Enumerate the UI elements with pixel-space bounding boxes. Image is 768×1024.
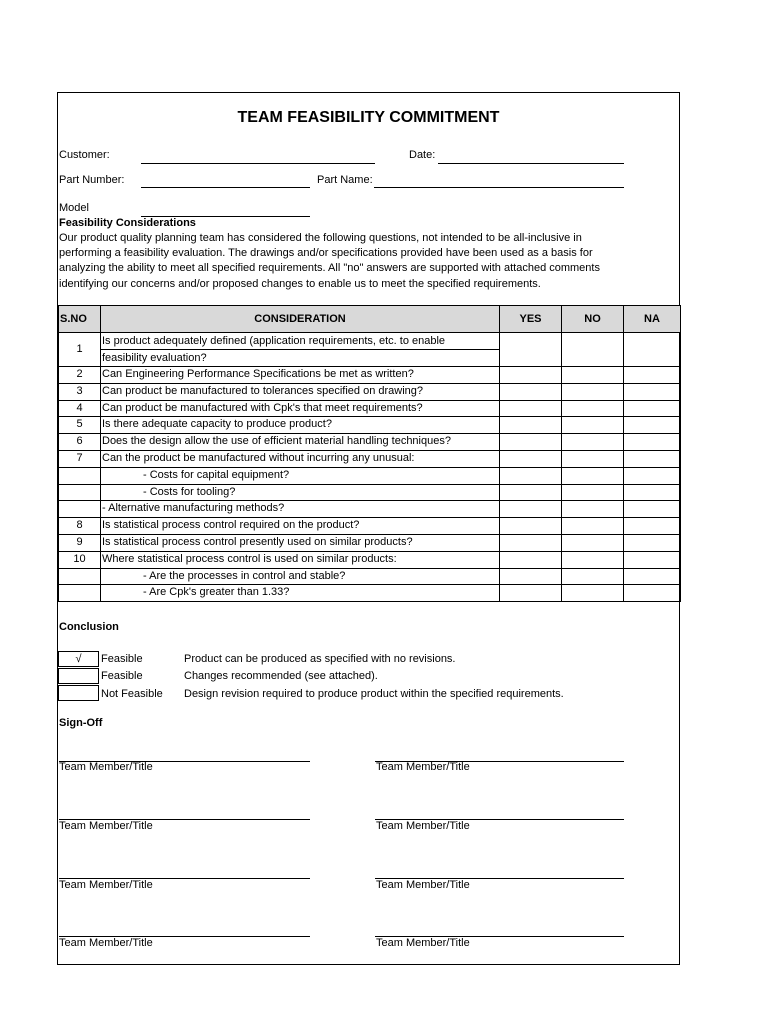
- customer-label: Customer:: [59, 149, 110, 161]
- row-number: 6: [59, 434, 101, 451]
- row-number: 1: [59, 333, 101, 367]
- no-cell[interactable]: [562, 434, 624, 451]
- yes-cell[interactable]: [500, 450, 562, 467]
- team-member-label: Team Member/Title: [59, 820, 153, 832]
- na-cell[interactable]: [624, 551, 681, 568]
- team-member-label: Team Member/Title: [376, 820, 470, 832]
- row-number: [59, 467, 101, 484]
- table-row: [59, 467, 681, 484]
- na-cell[interactable]: [624, 568, 681, 585]
- row-consideration: Can the product be manufactured without incurring any unusual:: [101, 450, 500, 467]
- intro-paragraph: Our product quality planning team has considered the following questions, not intended to be all-inclusive in performing a feasibility evaluation. The drawings and/or specifications provided have been used as a basis for analyzing the ability to meet all specified requirements. All "no" answers are supported with attached comments identifying our concerns and/or proposed changes to enable us to meet the specified requirements.: [59, 232, 600, 290]
- row-consideration: - Are Cpk's greater than 1.33?: [101, 585, 500, 602]
- option-label: Feasible: [101, 653, 143, 665]
- row-consideration: Can product be manufactured with Cpk's that meet requirements?: [101, 400, 500, 417]
- no-cell[interactable]: [562, 518, 624, 535]
- part-number-label: Part Number:: [59, 174, 125, 186]
- yes-cell[interactable]: [500, 417, 562, 434]
- no-cell[interactable]: [562, 450, 624, 467]
- row-number: 9: [59, 534, 101, 551]
- date-label: Date:: [409, 149, 436, 161]
- yes-cell[interactable]: [500, 484, 562, 501]
- yes-cell[interactable]: [500, 534, 562, 551]
- table-row: [59, 534, 681, 551]
- table-header-row: [59, 306, 681, 333]
- header-na: NA: [624, 306, 681, 333]
- yes-cell[interactable]: [500, 434, 562, 451]
- table-row: [59, 383, 681, 400]
- option-description: Product can be produced as specified with no revisions.: [184, 653, 456, 665]
- no-cell[interactable]: [562, 551, 624, 568]
- yes-cell[interactable]: [500, 551, 562, 568]
- consideration-table: [58, 305, 681, 602]
- na-cell[interactable]: [624, 585, 681, 602]
- na-cell[interactable]: [624, 367, 681, 384]
- row-consideration: - Are the processes in control and stable?: [101, 568, 500, 585]
- na-cell[interactable]: [624, 467, 681, 484]
- row-consideration: - Costs for capital equipment?: [101, 467, 500, 484]
- no-cell[interactable]: [562, 417, 624, 434]
- option-label: Feasible: [101, 670, 143, 682]
- no-cell[interactable]: [562, 467, 624, 484]
- na-cell[interactable]: [624, 450, 681, 467]
- row-consideration: Is statistical process control required on the product?: [101, 518, 500, 535]
- row-consideration: Can product be manufactured to tolerances specified on drawing?: [101, 383, 500, 400]
- table-row: [59, 450, 681, 467]
- page-title: TEAM FEASIBILITY COMMITMENT: [237, 109, 500, 126]
- customer-field[interactable]: [141, 163, 375, 164]
- na-cell[interactable]: [624, 400, 681, 417]
- na-cell[interactable]: [624, 518, 681, 535]
- row-consideration: - Alternative manufacturing methods?: [101, 501, 500, 518]
- row-consideration: Where statistical process control is used on similar products:: [101, 551, 500, 568]
- conclusion-heading: Conclusion: [59, 621, 119, 633]
- table-row: [59, 400, 681, 417]
- table-row: [59, 501, 681, 518]
- no-cell[interactable]: [562, 534, 624, 551]
- part-number-field[interactable]: [141, 187, 310, 188]
- no-cell[interactable]: [562, 367, 624, 384]
- row-number: [59, 568, 101, 585]
- row-number: 5: [59, 417, 101, 434]
- no-cell[interactable]: [562, 484, 624, 501]
- considerations-heading: Feasibility Considerations: [59, 217, 196, 229]
- table-row: [59, 484, 681, 501]
- na-cell[interactable]: [624, 383, 681, 400]
- yes-cell[interactable]: [500, 568, 562, 585]
- table-row: [59, 585, 681, 602]
- date-field[interactable]: [438, 163, 624, 164]
- header-consideration: CONSIDERATION: [101, 306, 500, 333]
- header-no: NO: [562, 306, 624, 333]
- table-row: [59, 551, 681, 568]
- no-cell[interactable]: [562, 568, 624, 585]
- row-number: 10: [59, 551, 101, 568]
- row-number: 2: [59, 367, 101, 384]
- row-consideration: Is there adequate capacity to produce product?: [101, 417, 500, 434]
- na-cell[interactable]: [624, 534, 681, 551]
- row-number: [59, 484, 101, 501]
- yes-cell[interactable]: [500, 367, 562, 384]
- row-number: 3: [59, 383, 101, 400]
- row-number: 4: [59, 400, 101, 417]
- option-description: Changes recommended (see attached).: [184, 670, 378, 682]
- no-cell[interactable]: [562, 501, 624, 518]
- table-row: [59, 568, 681, 585]
- part-name-field[interactable]: [374, 187, 624, 188]
- yes-cell[interactable]: [500, 400, 562, 417]
- header-yes: YES: [500, 306, 562, 333]
- yes-cell[interactable]: [500, 585, 562, 602]
- team-member-label: Team Member/Title: [59, 761, 153, 773]
- feasibility-form: [57, 92, 680, 965]
- yes-cell[interactable]: [500, 333, 562, 367]
- team-member-label: Team Member/Title: [376, 761, 470, 773]
- row-consideration: Can Engineering Performance Specifications be met as written?: [101, 367, 500, 384]
- table-row: [59, 367, 681, 384]
- na-cell[interactable]: [624, 434, 681, 451]
- yes-cell[interactable]: [500, 518, 562, 535]
- team-member-label: Team Member/Title: [376, 937, 470, 949]
- row-consideration: Is statistical process control presently used on similar products?: [101, 534, 500, 551]
- part-name-label: Part Name:: [317, 174, 373, 186]
- row-number: [59, 585, 101, 602]
- row-consideration: Does the design allow the use of efficient material handling techniques?: [101, 434, 500, 451]
- no-cell[interactable]: [562, 400, 624, 417]
- option-description: Design revision required to produce product within the specified requirements.: [184, 688, 564, 700]
- yes-cell[interactable]: [500, 467, 562, 484]
- yes-cell[interactable]: [500, 383, 562, 400]
- na-cell[interactable]: [624, 333, 681, 367]
- no-cell[interactable]: [562, 585, 624, 602]
- row-consideration: [101, 333, 500, 367]
- option-label: Not Feasible: [101, 688, 163, 700]
- team-member-label: Team Member/Title: [376, 879, 470, 891]
- team-member-label: Team Member/Title: [59, 879, 153, 891]
- no-cell[interactable]: [562, 333, 624, 367]
- not-feasible-checkbox[interactable]: [58, 685, 99, 701]
- table-row: [59, 434, 681, 451]
- row-number: 7: [59, 450, 101, 467]
- feasible-changes-checkbox[interactable]: [58, 668, 99, 684]
- model-label: Model: [59, 202, 89, 214]
- row-text-line1: Is product adequately defined (application requirements, etc. to enable: [101, 333, 499, 350]
- row-text-line2: feasibility evaluation?: [102, 352, 207, 364]
- feasible-checkbox[interactable]: √: [58, 651, 99, 667]
- table-row: [59, 518, 681, 535]
- row-number: 8: [59, 518, 101, 535]
- row-consideration: - Costs for tooling?: [101, 484, 500, 501]
- yes-cell[interactable]: [500, 501, 562, 518]
- na-cell[interactable]: [624, 417, 681, 434]
- table-row: [59, 333, 681, 367]
- no-cell[interactable]: [562, 383, 624, 400]
- row-number: [59, 501, 101, 518]
- table-row: [59, 417, 681, 434]
- signoff-heading: Sign-Off: [59, 717, 103, 729]
- team-member-label: Team Member/Title: [59, 937, 153, 949]
- na-cell[interactable]: [624, 484, 681, 501]
- na-cell[interactable]: [624, 501, 681, 518]
- header-sno: S.NO: [59, 306, 101, 333]
